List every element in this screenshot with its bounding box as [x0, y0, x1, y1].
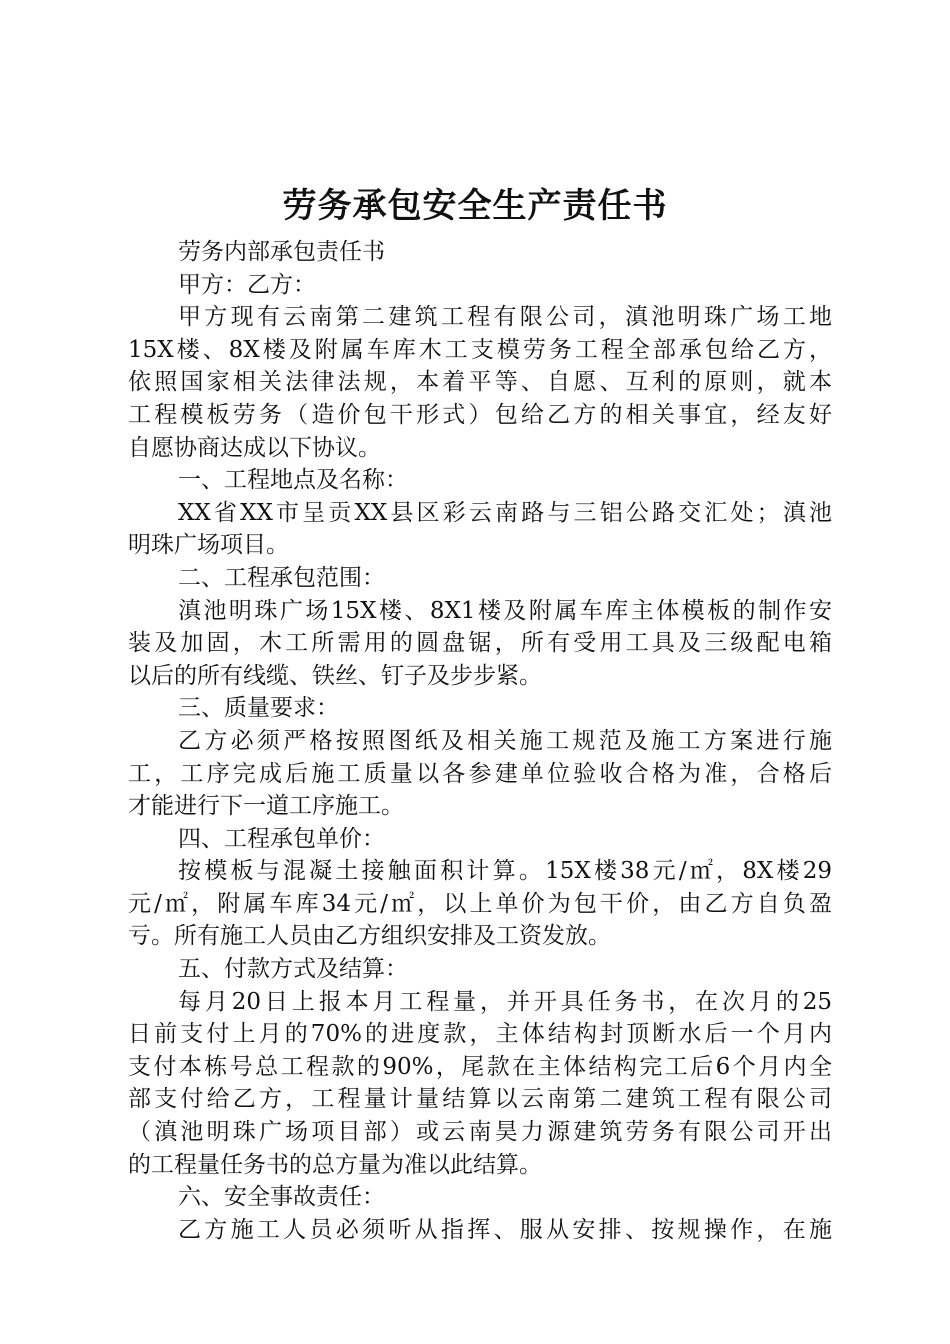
text-line: 二、工程承包范围：: [178, 564, 385, 591]
text-line: 元/㎡，附属车库34元/㎡，以上单价为包干价，由乙方自负盈: [128, 890, 832, 917]
text-line: 日前支付上月的70%的进度款，主体结构封顶断水后一个月内: [128, 1021, 832, 1048]
text-line: 甲方现有云南第二建筑工程有限公司，滇池明珠广场工地: [178, 304, 832, 331]
text-line: 五、付款方式及结算：: [178, 956, 408, 983]
text-line: 每月20日上报本月工程量，并开具任务书，在次月的25: [178, 988, 832, 1015]
text-line: 的工程量任务书的总方量为准以此结算。: [128, 1151, 542, 1178]
text-line: 劳务内部承包责任书: [178, 239, 385, 265]
text-line: 滇池明珠广场15X楼、8X1楼及附属车库主体模板的制作安: [178, 597, 832, 624]
text-line: 部支付给乙方，工程量计量结算以云南第二建筑工程有限公司: [128, 1086, 832, 1113]
document-title: 劳务承包安全生产责任书: [282, 186, 668, 226]
text-line: 乙方施工人员必须听从指挥、服从安排、按规操作，在施: [178, 1216, 832, 1243]
text-line: 乙方必须严格按照图纸及相关施工规范及施工方案进行施: [178, 727, 832, 754]
text-line: 依照国家相关法律法规，本着平等、自愿、互利的原则，就本: [128, 369, 832, 396]
text-line: 支付本栋号总工程款的90%，尾款在主体结构完工后6个月内全: [128, 1053, 832, 1080]
text-line: 三、质量要求：: [178, 695, 339, 722]
text-line: 一、工程地点及名称：: [178, 467, 408, 494]
text-line: 以后的所有线缆、铁丝、钉子及步步紧。: [128, 662, 542, 689]
text-line: 四、工程承包单价：: [178, 825, 385, 852]
text-line: 工，工序完成后施工质量以各参建单位验收合格为准，合格后: [128, 760, 832, 787]
text-line: 亏。所有施工人员由乙方组织安排及工资发放。: [128, 923, 611, 950]
document-body: [128, 236, 832, 1246]
text-line: 装及加固，木工所需用的圆盘锯，所有受用工具及三级配电箱: [128, 630, 832, 657]
text-line: 工程模板劳务（造价包干形式）包给乙方的相关事宜，经友好: [128, 401, 832, 428]
text-line: 自愿协商达成以下协议。: [128, 434, 381, 461]
text-line: 明珠广场项目。: [128, 532, 289, 559]
text-line: 15X楼、8X楼及附属车库木工支模劳务工程全部承包给乙方，: [128, 336, 832, 363]
text-line: （滇池明珠广场项目部）或云南昊力源建筑劳务有限公司开出: [128, 1119, 832, 1146]
text-line: 按模板与混凝土接触面积计算。15X楼38元/㎡，8X楼29: [178, 858, 832, 885]
text-line: XX省XX市呈贡XX县区彩云南路与三铝公路交汇处；滇池: [178, 499, 832, 526]
text-line: 甲方：乙方：: [178, 271, 316, 298]
text-line: 六、安全事故责任：: [178, 1184, 385, 1211]
text-line: 才能进行下一道工序施工。: [128, 793, 404, 820]
